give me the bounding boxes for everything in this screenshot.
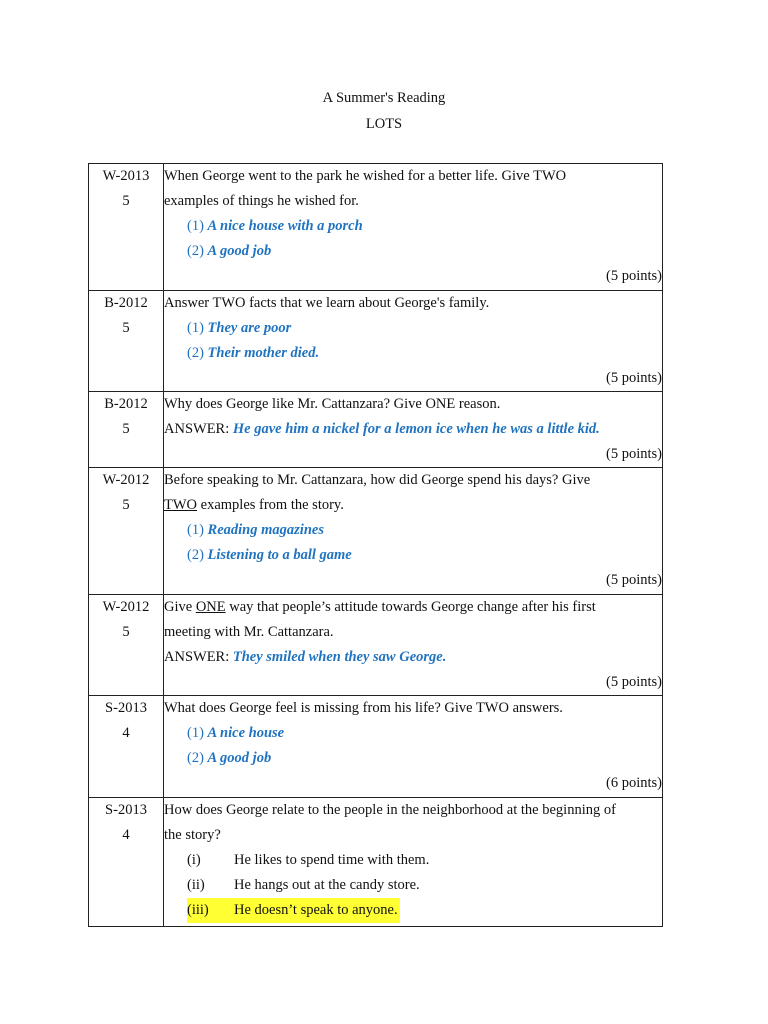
answer-line [164, 518, 662, 543]
question-cell [164, 468, 663, 595]
answer-line [164, 645, 662, 670]
source-cell [89, 164, 164, 291]
source-label: B-2012 [104, 396, 148, 412]
answer-text: Their mother died. [207, 345, 320, 361]
source-label: S-2013 [105, 700, 147, 716]
source-label: W-2012 [102, 599, 150, 615]
answer-line [164, 746, 662, 771]
answer-text: A nice house with a porch [207, 218, 363, 234]
option-text: He doesn’t speak to anyone. [234, 902, 398, 918]
question-cell [164, 798, 663, 927]
answer-number: (2) [187, 243, 204, 259]
answer-line [164, 239, 662, 264]
question-cell [164, 595, 663, 696]
question-number: 4 [122, 725, 130, 741]
question-text [164, 493, 662, 518]
option-line-highlighted [164, 898, 662, 923]
question-number: 5 [122, 421, 130, 437]
question-text: examples of things he wished for. [164, 193, 359, 209]
question-number: 5 [122, 624, 130, 640]
answer-line [164, 214, 662, 239]
questions-table [88, 163, 663, 927]
points-label: (5 points) [606, 674, 662, 690]
question-text: Why does George like Mr. Cattanzara? Give ONE reason. [164, 396, 501, 412]
answer-text: Listening to a ball game [207, 547, 352, 563]
question-text-pre: Give [164, 599, 196, 615]
answer-text: A nice house [207, 725, 285, 741]
answer-label: ANSWER: [164, 649, 230, 665]
points-label: (5 points) [606, 446, 662, 462]
answer-line [164, 721, 662, 746]
answer-number: (1) [187, 725, 204, 741]
source-cell [89, 696, 164, 798]
table-row [89, 595, 663, 696]
highlighted-answer [187, 898, 400, 923]
table-row [89, 291, 663, 392]
question-text [164, 595, 662, 620]
source-cell [89, 798, 164, 927]
answer-text: Reading magazines [207, 522, 324, 538]
question-number: 5 [122, 320, 130, 336]
title-block [0, 86, 768, 136]
answer-line [164, 543, 662, 568]
source-cell [89, 392, 164, 468]
points-label: (5 points) [606, 268, 662, 284]
answer-number: (2) [187, 750, 204, 766]
source-cell [89, 468, 164, 595]
table-row [89, 696, 663, 798]
answer-number: (2) [187, 345, 204, 361]
answer-line [164, 417, 662, 442]
page-title: A Summer's Reading [322, 90, 446, 106]
source-cell [89, 595, 164, 696]
question-cell [164, 164, 663, 291]
question-text: Answer TWO facts that we learn about George's family. [164, 295, 490, 311]
answer-label: ANSWER: [164, 421, 230, 437]
source-cell [89, 291, 164, 392]
answer-number: (1) [187, 522, 204, 538]
question-text-post: way that people’s attitude towards George change after his first [225, 599, 596, 615]
option-text: He hangs out at the candy store. [234, 877, 420, 893]
answer-text: They are poor [207, 320, 292, 336]
question-text: meeting with Mr. Cattanzara. [164, 624, 334, 640]
option-number: (i) [187, 852, 201, 868]
question-cell [164, 291, 663, 392]
question-text: When George went to the park he wished for a better life. Give TWO [164, 168, 567, 184]
question-text: What does George feel is missing from his life? Give TWO answers. [164, 700, 563, 716]
table-row [89, 468, 663, 595]
points-label: (6 points) [606, 775, 662, 791]
answer-line [164, 341, 662, 366]
table-row [89, 392, 663, 468]
answer-number: (2) [187, 547, 204, 563]
option-text: He likes to spend time with them. [234, 852, 430, 868]
answer-text: A good job [207, 750, 272, 766]
question-text: How does George relate to the people in the neighborhood at the beginning of [164, 802, 616, 818]
answer-number: (1) [187, 320, 204, 336]
option-number: (iii) [187, 902, 209, 918]
points-label: (5 points) [606, 370, 662, 386]
question-number: 5 [122, 497, 130, 513]
table-row [89, 798, 663, 927]
question-number: 4 [122, 827, 130, 843]
points-label: (5 points) [606, 572, 662, 588]
question-text-rest: examples from the story. [197, 497, 344, 513]
question-text: Before speaking to Mr. Cattanzara, how did George spend his days? Give [164, 472, 591, 488]
answer-text: They smiled when they saw George. [232, 649, 447, 665]
option-number: (ii) [187, 877, 205, 893]
answer-text: A good job [207, 243, 272, 259]
question-text: the story? [164, 827, 221, 843]
question-number: 5 [122, 193, 130, 209]
source-label: S-2013 [105, 802, 147, 818]
option-line [164, 873, 662, 898]
source-label: W-2013 [102, 168, 150, 184]
answer-line [164, 316, 662, 341]
question-cell [164, 392, 663, 468]
underlined-word: TWO [164, 497, 198, 513]
page-subtitle: LOTS [365, 116, 403, 132]
underlined-word: ONE [195, 599, 226, 615]
answer-text: He gave him a nickel for a lemon ice when he was a little kid. [232, 421, 600, 437]
source-label: B-2012 [104, 295, 148, 311]
source-label: W-2012 [102, 472, 150, 488]
answer-number: (1) [187, 218, 204, 234]
question-cell [164, 696, 663, 798]
table-row [89, 164, 663, 291]
option-line [164, 848, 662, 873]
